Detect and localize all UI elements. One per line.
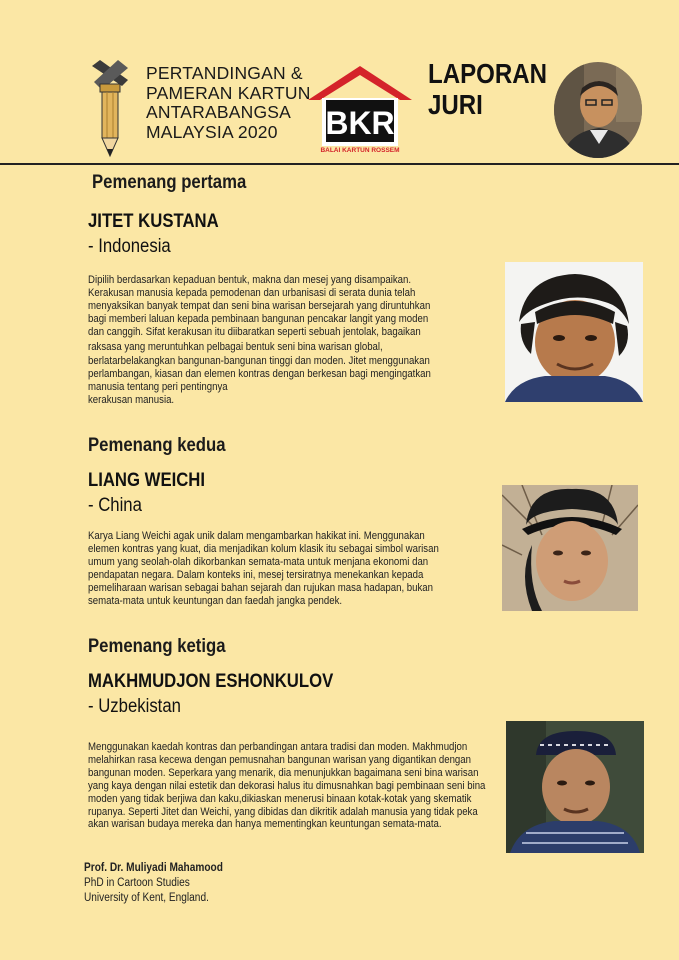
contest-title-line: MALAYSIA 2020	[146, 121, 278, 142]
report-title-line: JURI	[428, 89, 483, 120]
report-title	[428, 58, 548, 120]
second-winner-country: - China	[88, 495, 142, 516]
judge-portrait-photo	[554, 62, 642, 158]
bkr-logo-letters: BKR	[325, 105, 395, 141]
description-line: bagi memberi laluan kepada pembinaan bangunan pencakar langit yang moden	[88, 312, 429, 325]
description-line: yang kaya dengan nilai estetik dan dekorasi halus itu dimusnahkan bagi pembinaan seni bina	[88, 779, 486, 792]
report-title-line: LAPORAN	[428, 58, 548, 89]
description-line: elemen kontras yang kuat, dia menjadikan kolum klasik itu sebagai simbol warisan	[88, 542, 439, 555]
description-line: Kerakusan manusia kepada pemodenan dan urbanisasi di serata dunia telah	[88, 286, 416, 299]
signature-block	[84, 861, 223, 906]
description-line: bangunan moden. Seperkara yang menarik, dia menunjukkan bagaimana seni bina warisan	[88, 766, 479, 779]
first-winner-heading: Pemenang pertama	[92, 172, 247, 193]
description-line: dan canggih. Sifat kerakusan itu diibaratkan seperti sebuah jentolak, bagaikan	[88, 325, 421, 338]
second-winner-photo	[502, 485, 638, 611]
header-divider	[0, 163, 679, 165]
description-line: semata-mata untuk keuntungan dan faedah jangka pendek.	[88, 594, 343, 607]
second-winner-heading: Pemenang kedua	[88, 435, 226, 456]
contest-title-line: PAMERAN KARTUN	[146, 82, 311, 103]
description-line: umum yang seolah-olah dikorbankan semata-mata untuk menjana ekonomi dan	[88, 555, 429, 568]
first-winner-description	[88, 274, 431, 407]
third-winner-photo	[506, 721, 644, 853]
description-line: Dipilih berdasarkan kepaduan bentuk, makna dan mesej yang disampaikan.	[88, 274, 412, 286]
contest-title-line: PERTANDINGAN &	[146, 63, 303, 83]
first-winner-country: - Indonesia	[88, 236, 171, 257]
description-line: berlatarbelakangkan bangunan-bangunan tinggi dan moden. Jitet menggunakan	[88, 355, 430, 368]
description-line: pendapatan negara. Dalam konteks ini, mesej tersiratnya menekankan kepada	[88, 568, 424, 581]
balai-kartun-rossem-logo	[304, 62, 416, 154]
second-winner-name: LIANG WEICHI	[88, 470, 206, 491]
description-line: melahirkan rasa kecewa dengan pemusnahan bangunan warisan yang digantikan dengan	[88, 753, 471, 766]
description-line: rupanya. Seperti Jitet dan Weichi, yang dibidas dan dikritik adalah manusia yang tidak peka	[88, 805, 478, 818]
description-line: raksasa yang meruntuhkan pelbagai bentuk seni bina warisan global,	[88, 340, 383, 353]
signature-title: PhD in Cartoon Studies	[84, 877, 190, 889]
third-winner-heading: Pemenang ketiga	[88, 636, 226, 657]
contest-title	[146, 63, 311, 142]
description-line: menyaksikan banyak tempat dan seni bina warisan bersejarah yang diruntuhkan	[88, 299, 431, 312]
description-line: kerakusan manusia.	[88, 394, 175, 407]
bkr-logo-caption: BALAI KARTUN ROSSEM	[320, 147, 400, 154]
third-winner-name: MAKHMUDJON ESHONKULOV	[88, 671, 334, 692]
contest-pencil-logo	[88, 56, 132, 160]
second-winner-description	[88, 530, 439, 607]
third-winner-description	[88, 741, 485, 831]
signature-institution: University of Kent, England.	[84, 892, 209, 904]
first-winner-photo	[505, 262, 643, 402]
description-line: pemeliharaan warisan sebagai bahan sejarah dan rujukan masa hadapan, bukan	[88, 581, 434, 594]
third-winner-country: - Uzbekistan	[88, 696, 181, 717]
description-line: perlambangan, kiasan dan elemen kontras dengan berkesan bagi mengingatkan	[88, 368, 431, 381]
description-line: moden yang tidak berjiwa dan kaku,dikiaskan menerusi binaan kotak-kotak yang skematik	[88, 792, 472, 805]
signature-name: Prof. Dr. Muliyadi Mahamood	[84, 862, 223, 874]
first-winner-name: JITET KUSTANA	[88, 211, 219, 232]
description-line: Menggunakan kaedah kontras dan perbandingan antara tradisi dan moden. Makhmudjon	[88, 741, 468, 753]
description-line: akan warisan budaya mereka dan hanya mementingkan keuntungan semata-mata.	[88, 818, 442, 831]
description-line: Karya Liang Weichi agak unik dalam mengambarkan hakikat ini. Menggunakan	[88, 530, 425, 542]
description-line: manusia tentang peri pentingnya	[88, 381, 228, 394]
contest-title-line: ANTARABANGSA	[146, 102, 292, 122]
